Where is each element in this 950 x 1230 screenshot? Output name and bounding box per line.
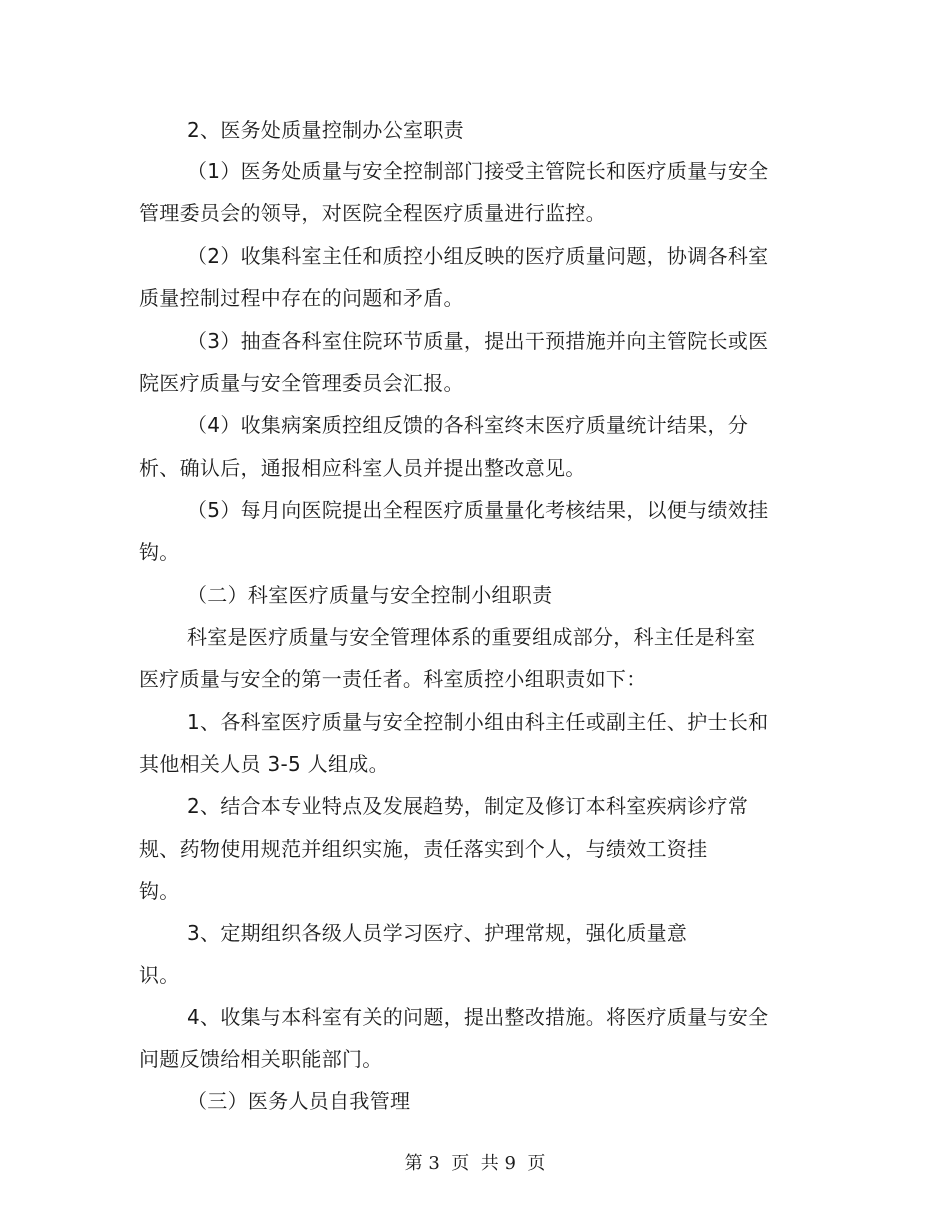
paragraph-line: （1）医务处质量与安全控制部门接受主管院长和医疗质量与安全: [187, 159, 769, 183]
paragraph-line: （2）收集科室主任和质控小组反映的医疗质量问题，协调各科室: [187, 244, 769, 268]
paragraph-line: 其他相关人员 3-5 人组成。: [139, 752, 389, 776]
paragraph-line: 问题反馈给相关职能部门。: [139, 1047, 383, 1071]
paragraph-line: （5）每月向医院提出全程医疗质量量化考核结果，以便与绩效挂: [187, 498, 769, 522]
paragraph-line: 识。: [139, 963, 180, 987]
section-heading: （二）科室医疗质量与安全控制小组职责: [187, 583, 553, 607]
paragraph-line: 析、确认后，通报相应科室人员并提出整改意见。: [139, 456, 586, 480]
section-heading: 2、医务处质量控制办公室职责: [187, 118, 464, 142]
paragraph-line: 钩。: [139, 540, 180, 564]
paragraph-line: 院医疗质量与安全管理委员会汇报。: [139, 371, 464, 395]
paragraph-line: 科室是医疗质量与安全管理体系的重要组成部分，科主任是科室: [187, 625, 756, 649]
paragraph-line: 2、结合本专业特点及发展趋势，制定及修订本科室疾病诊疗常: [187, 794, 749, 818]
paragraph-line: 钩。: [139, 879, 180, 903]
paragraph-line: 医疗质量与安全的第一责任者。科室质控小组职责如下：: [139, 667, 647, 691]
page-number-footer: 第 3 页 共 9 页: [404, 1153, 546, 1174]
paragraph-line: 3、定期组织各级人员学习医疗、护理常规，强化质量意: [187, 921, 688, 945]
paragraph-line: 质量控制过程中存在的问题和矛盾。: [139, 286, 464, 310]
paragraph-line: 1、各科室医疗质量与安全控制小组由科主任或副主任、护士长和: [187, 710, 769, 734]
paragraph-line: 管理委员会的领导，对医院全程医疗质量进行监控。: [139, 201, 606, 225]
paragraph-line: 4、收集与本科室有关的问题，提出整改措施。将医疗质量与安全: [187, 1005, 769, 1029]
paragraph-line: 规、药物使用规范并组织实施，责任落实到个人，与绩效工资挂: [139, 837, 708, 861]
section-heading: （三）医务人员自我管理: [187, 1089, 411, 1113]
paragraph-line: （4）收集病案质控组反馈的各科室终末医疗质量统计结果，分: [187, 413, 749, 437]
paragraph-line: （3）抽查各科室住院环节质量，提出干预措施并向主管院长或医: [187, 329, 769, 353]
